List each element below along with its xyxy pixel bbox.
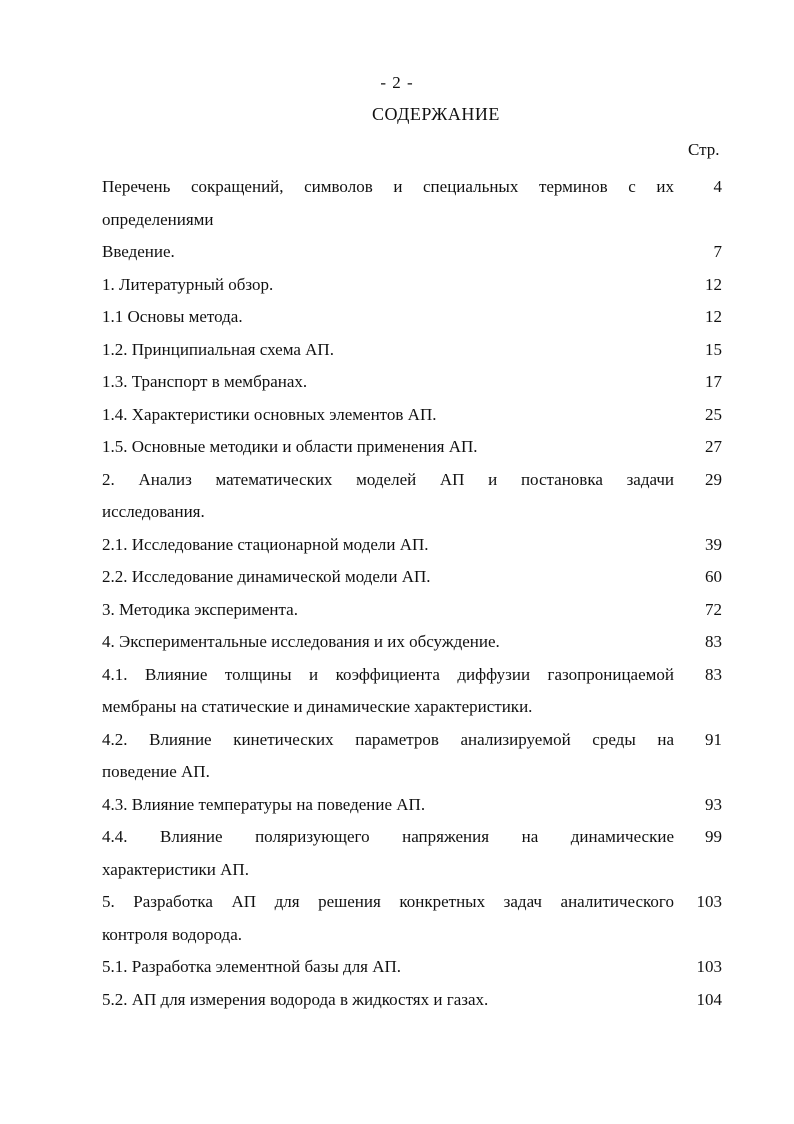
toc-entry-title bbox=[102, 431, 674, 464]
toc-entry bbox=[102, 659, 722, 724]
toc-entry-title-line: 2.2. Исследование динамической модели АП. bbox=[102, 567, 431, 586]
toc-entry-page-number: 91 bbox=[705, 729, 722, 749]
toc-entry-title-continuation: мембраны на статические и динамические характеристики. bbox=[102, 697, 533, 716]
toc-entry-page-number: 7 bbox=[713, 242, 722, 261]
toc-entry-title bbox=[102, 626, 674, 659]
toc-entry bbox=[102, 171, 722, 236]
toc-entry bbox=[102, 886, 722, 951]
toc-entry bbox=[102, 789, 722, 822]
toc-entry-title bbox=[102, 464, 674, 529]
toc-entry-page-number: 104 bbox=[696, 989, 722, 1009]
page-number: - 2 - bbox=[380, 73, 414, 92]
table-of-contents bbox=[102, 171, 722, 1016]
toc-entry-title bbox=[102, 951, 674, 984]
toc-entry bbox=[102, 236, 722, 269]
toc-entry bbox=[102, 431, 722, 464]
toc-entry-title-line: 2. Анализ математических моделей АП и постановка задачи bbox=[102, 469, 674, 489]
toc-entry-title-line: 5.2. АП для измерения водорода в жидкостях и газах. bbox=[102, 989, 489, 1009]
toc-entry bbox=[102, 821, 722, 886]
toc-entry-title bbox=[102, 821, 674, 886]
toc-entry-title-line: 4.2. Влияние кинетических параметров анализируемой среды на bbox=[102, 729, 674, 749]
toc-entry-title bbox=[102, 659, 674, 724]
toc-entry-title-continuation: характеристики АП. bbox=[102, 859, 249, 879]
toc-entry-page-number: 60 bbox=[705, 567, 722, 586]
toc-entry bbox=[102, 951, 722, 984]
toc-entry-title bbox=[102, 529, 674, 562]
toc-entry-title bbox=[102, 366, 674, 399]
toc-entry-title bbox=[102, 886, 674, 951]
toc-entry-page-number: 4 bbox=[713, 177, 722, 196]
toc-entry bbox=[102, 399, 722, 432]
toc-entry-title-line: 1.4. Характеристики основных элементов АП. bbox=[102, 404, 437, 424]
toc-entry-title-line: 1.2. Принципиальная схема АП. bbox=[102, 339, 334, 359]
toc-entry-title-line: 4.1. Влияние толщины и коэффициента диффузии газопроницаемой bbox=[102, 664, 674, 684]
toc-entry-page-number: 29 bbox=[705, 469, 722, 489]
toc-entry-page-number: 103 bbox=[696, 957, 722, 976]
toc-entry bbox=[102, 984, 722, 1017]
toc-entry-page-number: 17 bbox=[705, 372, 722, 391]
toc-entry bbox=[102, 724, 722, 789]
toc-entry-title-line: Введение. bbox=[102, 242, 175, 261]
toc-entry-page-number: 25 bbox=[705, 404, 722, 424]
toc-entry-title bbox=[102, 789, 674, 822]
toc-entry-title-line: 4.4. Влияние поляризующего напряжения на динамические bbox=[102, 827, 674, 846]
toc-entry bbox=[102, 626, 722, 659]
toc-entry bbox=[102, 561, 722, 594]
toc-entry-title-line: 5. Разработка АП для решения конкретных задач аналитического bbox=[102, 892, 674, 911]
toc-entry bbox=[102, 464, 722, 529]
toc-entry-title bbox=[102, 269, 674, 302]
toc-entry-title bbox=[102, 171, 674, 236]
toc-entry-page-number: 83 bbox=[705, 664, 722, 684]
toc-entry-title bbox=[102, 301, 674, 334]
toc-entry-page-number: 15 bbox=[705, 339, 722, 359]
page-column-header: Стр. bbox=[688, 140, 720, 159]
toc-entry-title-continuation: исследования. bbox=[102, 502, 205, 521]
toc-entry-title bbox=[102, 594, 674, 627]
toc-entry-title bbox=[102, 561, 674, 594]
toc-entry-title-line: 1.3. Транспорт в мембранах. bbox=[102, 372, 308, 391]
toc-entry bbox=[102, 301, 722, 334]
toc-entry-title-line: 4. Экспериментальные исследования и их обсуждение. bbox=[102, 632, 500, 651]
toc-entry-title-continuation: определениями bbox=[102, 209, 214, 229]
toc-entry bbox=[102, 594, 722, 627]
page-title: СОДЕРЖАНИЕ bbox=[372, 104, 500, 124]
toc-entry-title-line: 5.1. Разработка элементной базы для АП. bbox=[102, 957, 402, 976]
toc-entry-title-line: 1.1 Основы метода. bbox=[102, 307, 243, 326]
toc-entry bbox=[102, 529, 722, 562]
toc-entry-title-line: 1. Литературный обзор. bbox=[102, 274, 274, 294]
toc-entry-title bbox=[102, 236, 674, 269]
toc-entry-page-number: 39 bbox=[705, 534, 722, 554]
toc-entry-title-line: 2.1. Исследование стационарной модели АП. bbox=[102, 534, 429, 554]
toc-entry-title bbox=[102, 399, 674, 432]
toc-entry-page-number: 99 bbox=[705, 827, 722, 846]
toc-entry-title-line: Перечень сокращений, символов и специальных терминов с их bbox=[102, 177, 674, 196]
toc-entry-page-number: 83 bbox=[705, 632, 722, 651]
toc-entry-title bbox=[102, 724, 674, 789]
toc-entry-page-number: 93 bbox=[705, 794, 722, 814]
toc-entry bbox=[102, 366, 722, 399]
toc-entry-page-number: 27 bbox=[705, 437, 722, 456]
toc-entry-page-number: 72 bbox=[705, 599, 722, 619]
toc-entry-page-number: 12 bbox=[705, 274, 722, 294]
toc-entry-title-continuation: поведение АП. bbox=[102, 762, 210, 781]
toc-entry-title-line: 3. Методика эксперимента. bbox=[102, 599, 298, 619]
toc-entry bbox=[102, 269, 722, 302]
toc-entry-title-line: 1.5. Основные методики и области применения АП. bbox=[102, 437, 478, 456]
toc-entry-title bbox=[102, 334, 674, 367]
toc-entry-title bbox=[102, 984, 674, 1017]
toc-entry-title-continuation: контроля водорода. bbox=[102, 924, 242, 944]
toc-entry-page-number: 103 bbox=[696, 892, 722, 911]
toc-entry-page-number: 12 bbox=[705, 307, 722, 326]
toc-entry bbox=[102, 334, 722, 367]
toc-entry-title-line: 4.3. Влияние температуры на поведение АП. bbox=[102, 794, 426, 814]
